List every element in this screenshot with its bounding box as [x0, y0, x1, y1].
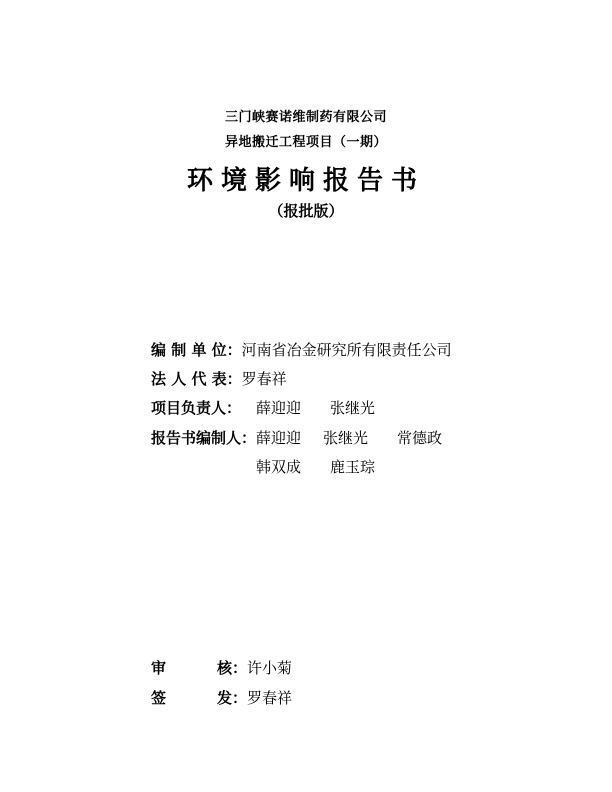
author-name: 韩双成 — [256, 458, 302, 476]
author-name: 薛迎迎 — [256, 429, 302, 447]
legal-rep-label: 法 人 代 表： — [151, 370, 242, 388]
legal-rep-row — [151, 368, 287, 389]
authors-label: 报告书编制人： — [151, 429, 257, 447]
review-value: 许小菊 — [247, 659, 293, 677]
issue-label-first: 签 — [151, 689, 167, 707]
project-lead-name: 薛迎迎 — [256, 399, 302, 417]
issue-value: 罗春祥 — [247, 689, 293, 707]
authors-row — [151, 427, 256, 448]
cover-title: 环境影响报告书 — [186, 166, 425, 196]
compiling-unit-value: 河南省冶金研究所有限责任公司 — [241, 341, 452, 359]
cover-project: 异地搬迁工程项目（一期） — [224, 135, 387, 150]
compiling-unit-row — [151, 339, 452, 360]
review-label-first: 审 — [151, 659, 167, 677]
project-lead-label: 项目负责人： — [151, 399, 242, 417]
project-lead-name: 张继光 — [330, 399, 376, 417]
cover-company: 三门峡赛诺维制药有限公司 — [224, 110, 387, 125]
project-lead-row — [151, 397, 241, 418]
compiling-unit-label: 编 制 单 位： — [151, 341, 242, 359]
legal-rep-value: 罗春祥 — [241, 370, 287, 388]
cover-subtitle: （报批版） — [268, 202, 344, 220]
author-name: 张继光 — [323, 429, 369, 447]
review-label-second: 核： — [217, 659, 248, 677]
author-name: 常德政 — [397, 429, 443, 447]
issue-label-second: 发： — [217, 689, 248, 707]
author-name: 鹿玉琮 — [330, 458, 376, 476]
